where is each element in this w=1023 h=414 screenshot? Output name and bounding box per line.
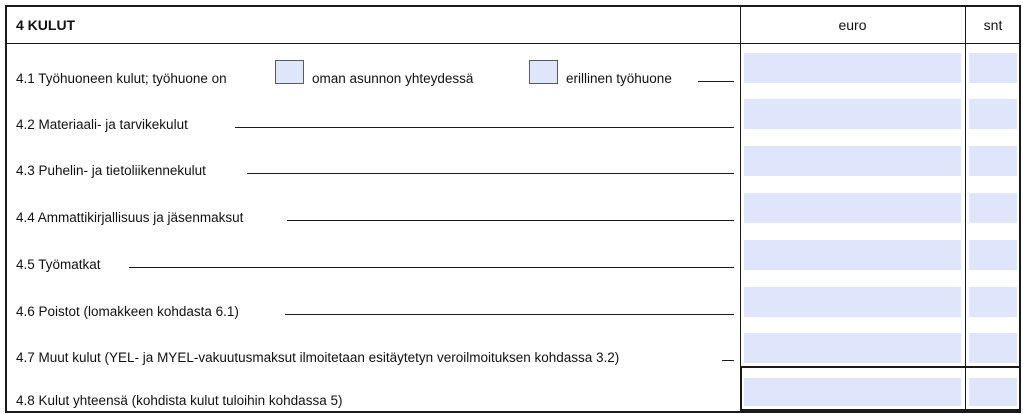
row-4-3 [7, 136, 740, 182]
leader-line [247, 173, 734, 174]
option-label-own-apartment: oman asunnon yhteydessä [312, 71, 474, 86]
euro-input-4-5[interactable] [744, 240, 961, 270]
row-4-5 [7, 230, 740, 276]
row-label-4-1: 4.1 Työhuoneen kulut; työhuone on [16, 71, 227, 86]
leader-line [698, 81, 734, 82]
option-label-separate-room: erillinen työhuone [566, 71, 672, 86]
row-label-4-5: 4.5 Työmatkat [16, 257, 101, 272]
leader-line [285, 314, 734, 315]
euro-input-4-3[interactable] [744, 146, 961, 176]
leader-line [129, 267, 734, 268]
snt-input-4-5[interactable] [969, 240, 1017, 270]
expenses-form-section [5, 5, 1021, 413]
row-4-1 [7, 44, 740, 90]
row-4-4 [7, 183, 740, 229]
snt-input-4-3[interactable] [969, 146, 1017, 176]
row-label-4-6: 4.6 Poistot (lomakkeen kohdasta 6.1) [16, 304, 239, 319]
snt-input-4-7[interactable] [969, 333, 1017, 363]
column-divider-euro [740, 7, 741, 411]
euro-input-4-2[interactable] [744, 99, 961, 129]
leader-line [287, 220, 734, 221]
leader-line [235, 127, 734, 128]
row-label-4-7: 4.7 Muut kulut (YEL- ja MYEL-vakuutusmaksut ilmoitetaan esitäytetyn veroilmoituksen kohdassa 3.2) [16, 350, 620, 365]
column-header-euro: euro [838, 17, 867, 33]
section-header [7, 7, 1019, 44]
snt-input-4-4[interactable] [969, 193, 1017, 223]
row-4-7 [7, 323, 740, 369]
euro-input-4-1[interactable] [744, 53, 961, 83]
row-label-4-4: 4.4 Ammattikirjallisuus ja jäsenmaksut [16, 210, 244, 225]
row-label-4-2: 4.2 Materiaali- ja tarvikekulut [16, 117, 188, 132]
snt-input-4-6[interactable] [969, 287, 1017, 317]
row-label-4-8: 4.8 Kulut yhteensä (kohdista kulut tuloihin kohdassa 5) [16, 393, 343, 408]
column-header-snt: snt [983, 17, 1003, 33]
row-4-8 [7, 366, 740, 412]
row-4-6 [7, 277, 740, 323]
checkbox-own-apartment[interactable] [275, 60, 304, 84]
row-label-4-3: 4.3 Puhelin- ja tietoliikennekulut [16, 163, 206, 178]
euro-input-4-4[interactable] [744, 193, 961, 223]
euro-input-4-6[interactable] [744, 287, 961, 317]
total-box-outline [740, 366, 1021, 411]
column-divider-snt [965, 7, 966, 411]
checkbox-separate-room[interactable] [529, 60, 558, 84]
snt-input-4-1[interactable] [969, 53, 1017, 83]
snt-input-4-2[interactable] [969, 99, 1017, 129]
section-title: 4 KULUT [16, 17, 76, 33]
row-4-2 [7, 90, 740, 136]
leader-line [722, 360, 734, 361]
euro-input-4-7[interactable] [744, 333, 961, 363]
